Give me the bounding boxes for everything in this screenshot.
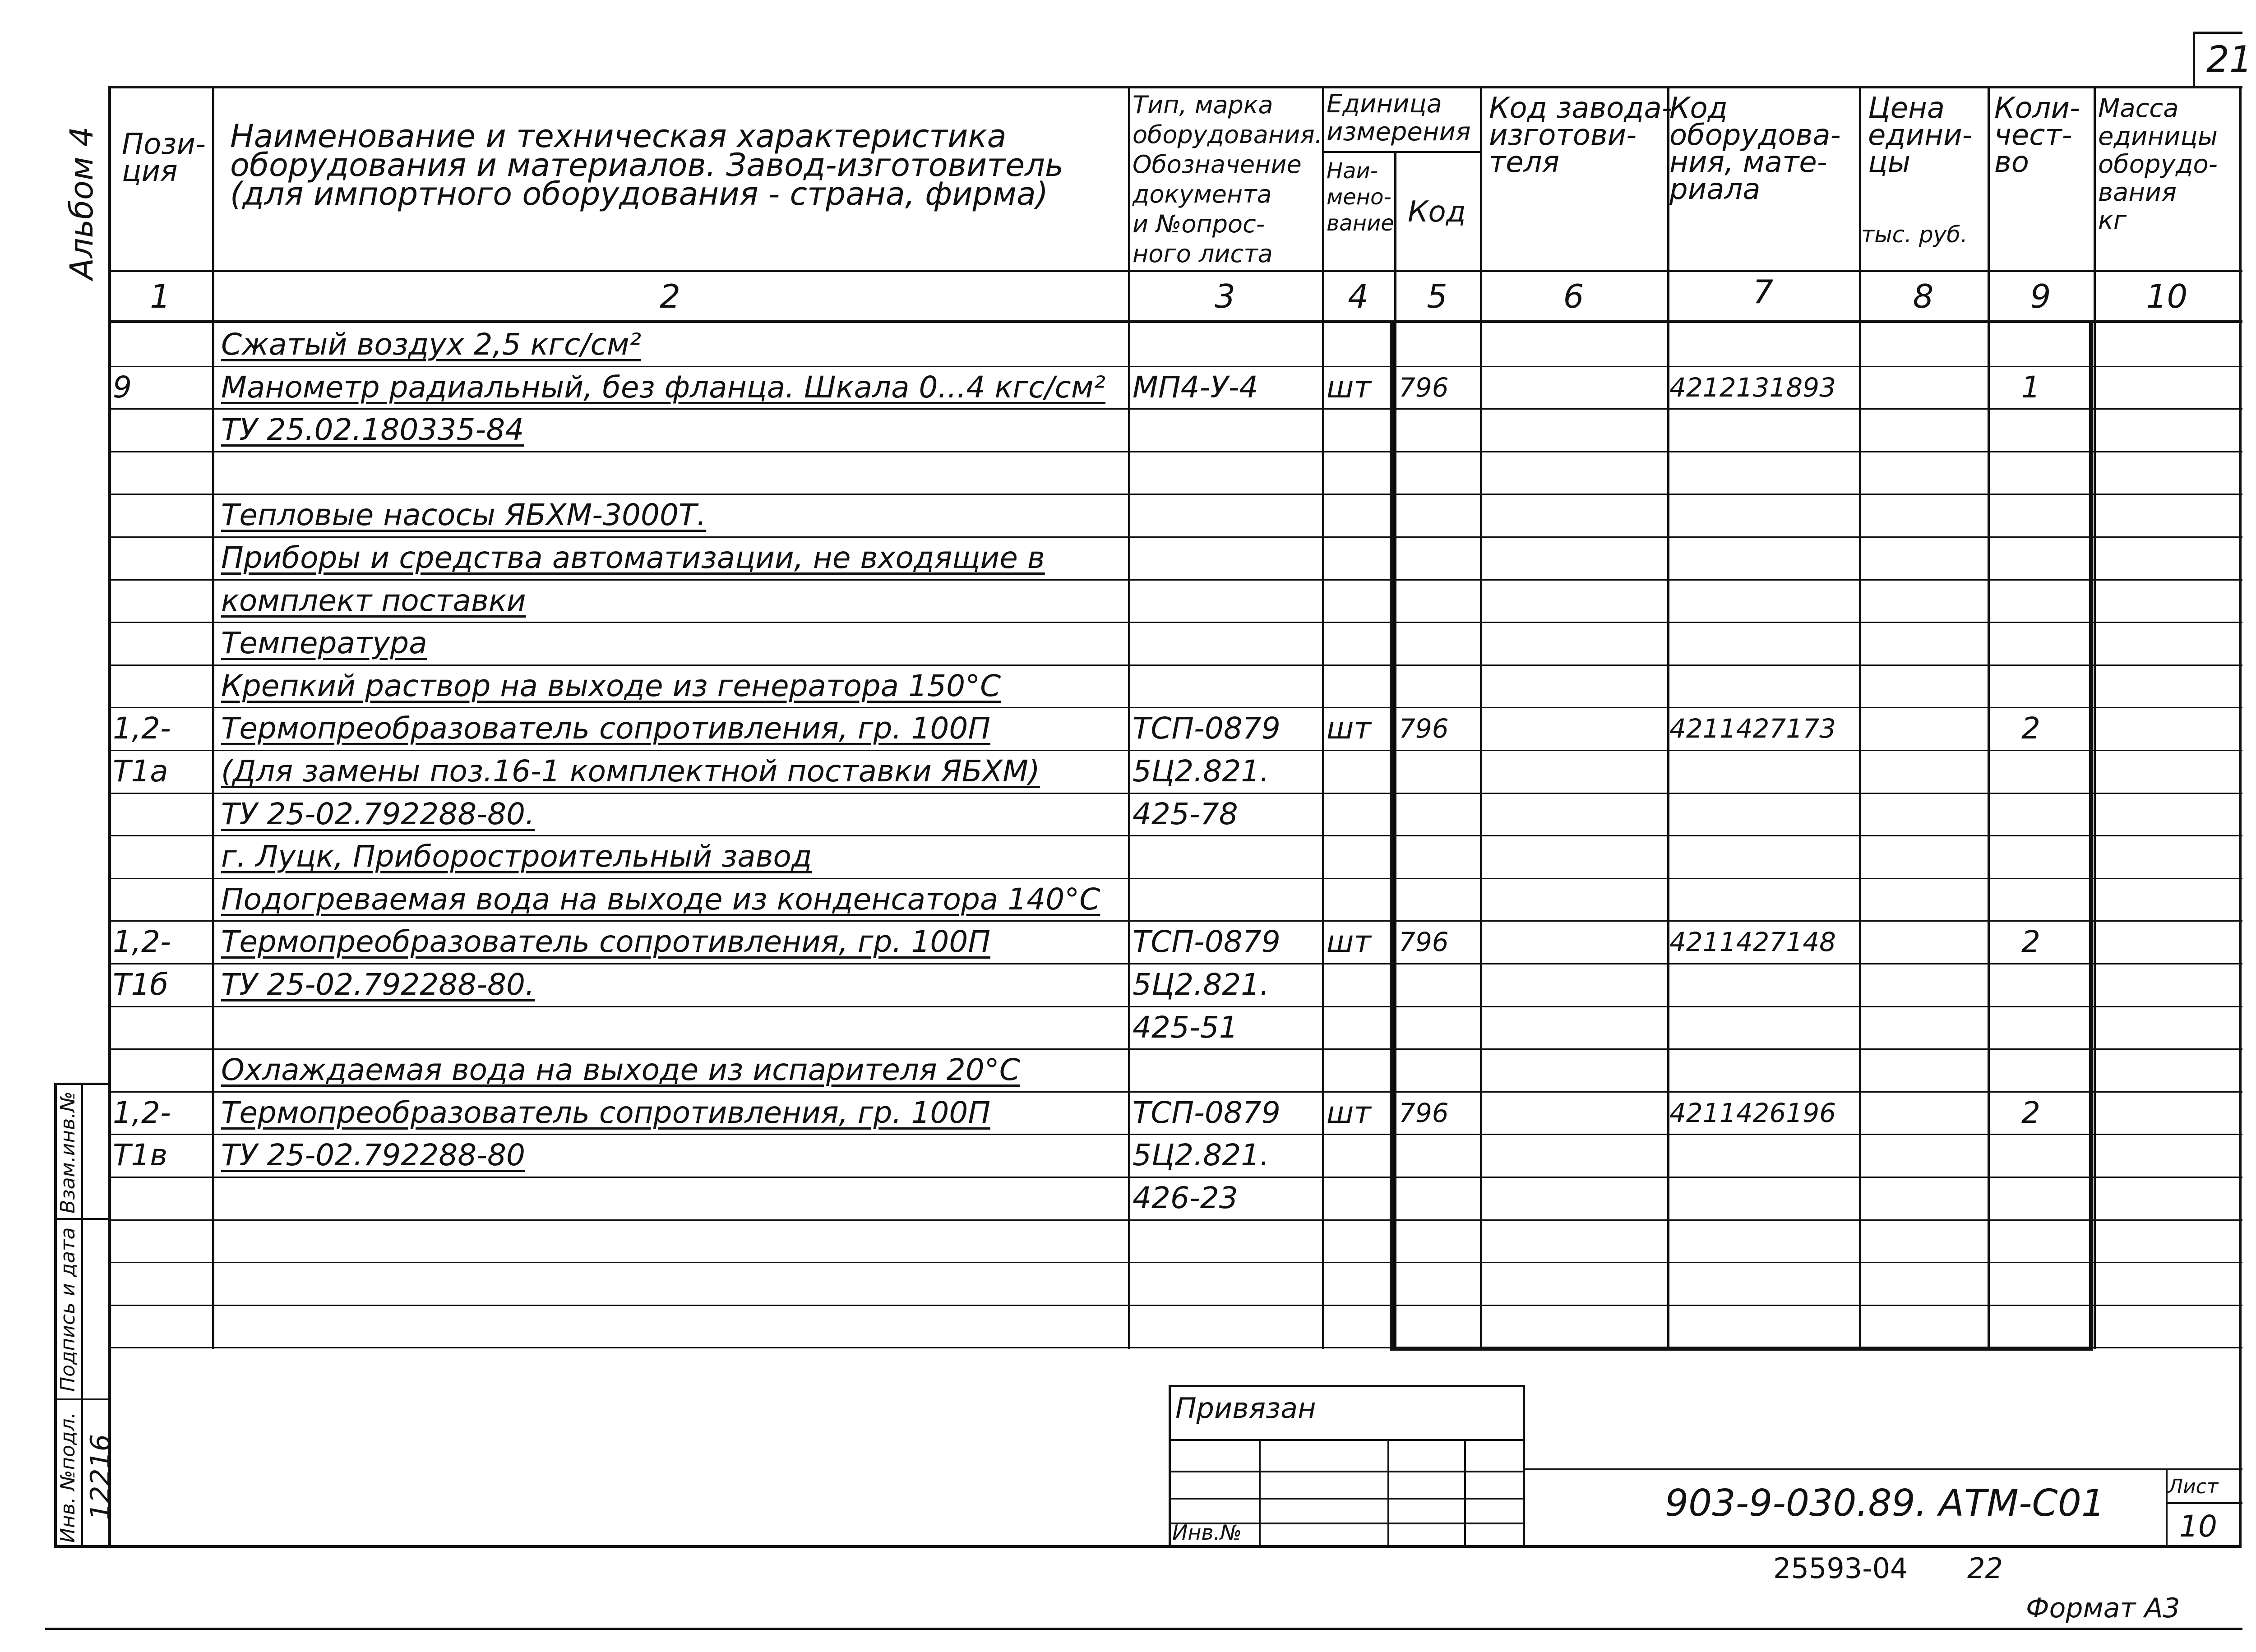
cell-unit-code: 796 bbox=[1399, 713, 1449, 744]
row-divider bbox=[108, 793, 2242, 794]
stamp-list-label: Лист bbox=[2168, 1475, 2219, 1498]
cell-position: Т1в bbox=[113, 1138, 168, 1172]
header-mass: Масса единицы оборудо- вания кг bbox=[2098, 94, 2218, 235]
cell-type: МП4-У-4 bbox=[1133, 370, 1258, 405]
cell-unit: шт bbox=[1327, 370, 1371, 405]
frame-top bbox=[108, 86, 2242, 88]
header-unit-name: Наи- мено- вание bbox=[1327, 158, 1394, 236]
format-label: Формат А3 bbox=[2026, 1592, 2180, 1624]
cell-unit: шт bbox=[1327, 924, 1371, 959]
cell-type: 426-23 bbox=[1133, 1181, 1238, 1215]
row-divider bbox=[108, 920, 2242, 922]
sheet-number: 21 bbox=[2206, 38, 2252, 80]
cell-position: 1,2- bbox=[113, 924, 171, 959]
header-unit-code: Код bbox=[1408, 195, 1466, 229]
cell-quantity: 2 bbox=[2021, 711, 2040, 746]
cell-name: Тепловые насосы ЯБХМ-3000Т. bbox=[221, 498, 707, 532]
row-divider bbox=[108, 408, 2242, 410]
col-number-6: 6 bbox=[1563, 277, 1584, 315]
col-number-7: 7 bbox=[1752, 273, 1774, 311]
cell-name: Подогреваемая вода на выходе из конденсатора 140°С bbox=[221, 882, 1100, 917]
archive-number: 25593-04 bbox=[1773, 1552, 1908, 1585]
cell-type: 425-78 bbox=[1133, 797, 1238, 831]
col-number-1: 1 bbox=[150, 277, 171, 315]
cell-name: (Для замены поз.16-1 комплектной поставки ЯБХМ) bbox=[221, 754, 1040, 789]
cell-unit-code: 796 bbox=[1399, 927, 1449, 957]
header-name: Наименование и техническая характеристика оборудования и материалов. Завод-изготовитель (для импортного оборудования - страна, фирма) bbox=[230, 118, 1064, 212]
row-divider bbox=[108, 1134, 2242, 1135]
cell-name: Охлаждаемая вода на выходе из испарителя 20°С bbox=[221, 1052, 1020, 1087]
cell-name: ТУ 25-02.792288-80. bbox=[221, 797, 535, 831]
header-position: Пози- ция bbox=[122, 128, 206, 188]
cell-position: 1,2- bbox=[113, 711, 171, 746]
side-podpis-label: Подпись и дата bbox=[56, 1227, 79, 1392]
cell-type: 5Ц2.821. bbox=[1133, 1138, 1270, 1172]
col-number-10: 10 bbox=[2146, 277, 2188, 315]
row-divider bbox=[108, 963, 2242, 964]
cell-name: Приборы и средства автоматизации, не входящие в bbox=[221, 540, 1045, 575]
row-divider bbox=[108, 750, 2242, 751]
cell-type: 425-51 bbox=[1133, 1010, 1238, 1045]
cell-quantity: 2 bbox=[2021, 924, 2040, 959]
row-divider bbox=[108, 1219, 2242, 1221]
header-price-unit: тыс. руб. bbox=[1861, 221, 1968, 248]
stamp-list-number: 10 bbox=[2179, 1509, 2217, 1544]
cell-name: ТУ 25-02.792288-80 bbox=[221, 1138, 526, 1172]
header-unit: Единица измерения bbox=[1327, 89, 1471, 147]
row-divider bbox=[108, 494, 2242, 495]
col-number-3: 3 bbox=[1215, 277, 1235, 315]
row-divider bbox=[108, 1091, 2242, 1093]
row-divider bbox=[108, 1347, 2242, 1348]
cell-name: Температура bbox=[221, 626, 427, 660]
row-divider bbox=[108, 1177, 2242, 1178]
cell-type: ТСП-0879 bbox=[1133, 1095, 1281, 1130]
cell-unit-code: 796 bbox=[1399, 1098, 1449, 1128]
cell-equipment-code: 4211427173 bbox=[1669, 713, 1836, 744]
cell-equipment-code: 4212131893 bbox=[1669, 372, 1836, 403]
cell-type: 5Ц2.821. bbox=[1133, 754, 1270, 789]
header-quantity: Коли- чест- во bbox=[1994, 92, 2080, 179]
row-divider bbox=[108, 366, 2242, 367]
document-code: 903-9-030.89. АТМ-С01 bbox=[1665, 1482, 2105, 1525]
col-number-8: 8 bbox=[1913, 277, 1934, 315]
cell-name: Термопреобразователь сопротивления, гр. 100П bbox=[221, 1095, 990, 1130]
row-divider bbox=[108, 1305, 2242, 1306]
cell-name: Крепкий раствор на выходе из генератора 150°С bbox=[221, 669, 1001, 703]
row-divider bbox=[108, 664, 2242, 666]
header-price: Цена едини- цы bbox=[1868, 92, 1973, 179]
cell-unit-code: 796 bbox=[1399, 372, 1449, 403]
cell-name: Термопреобразователь сопротивления, гр. 100П bbox=[221, 924, 990, 959]
header-equipment-code: Код оборудова- ния, мате- риала bbox=[1669, 92, 1841, 206]
row-divider bbox=[108, 1262, 2242, 1263]
cell-name: Термопреобразователь сопротивления, гр. 100П bbox=[221, 711, 990, 746]
stamp-inv-no: Инв.№ bbox=[1172, 1520, 1242, 1545]
cell-quantity: 1 bbox=[2021, 370, 2040, 405]
row-divider bbox=[108, 878, 2242, 879]
album-label: Альбом 4 bbox=[63, 126, 100, 280]
cell-unit: шт bbox=[1327, 711, 1371, 746]
row-divider bbox=[108, 1048, 2242, 1050]
cell-position: 9 bbox=[113, 370, 132, 405]
col-number-2: 2 bbox=[660, 277, 680, 315]
page-bottom-line bbox=[45, 1628, 2242, 1630]
row-divider bbox=[108, 707, 2242, 708]
row-divider bbox=[108, 451, 2242, 452]
cell-name: г. Луцк, Приборостроительный завод bbox=[221, 839, 812, 874]
cell-position: Т1б bbox=[113, 967, 169, 1002]
header-type: Тип, марка оборудования. Обозначение документа и №опрос- ного листа bbox=[1133, 91, 1322, 268]
cell-name: Манометр радиальный, без фланца. Шкала 0...4 кгс/см² bbox=[221, 370, 1106, 405]
cell-name: ТУ 25.02.180335-84 bbox=[221, 412, 524, 447]
header-factory-code: Код завода- изготови- теля bbox=[1489, 92, 1672, 179]
side-vzam-label: Взам.инв.№ bbox=[56, 1091, 79, 1214]
cell-type: 5Ц2.821. bbox=[1133, 967, 1270, 1002]
stamp-privyazan: Привязан bbox=[1175, 1392, 1316, 1425]
cell-equipment-code: 4211427148 bbox=[1669, 927, 1836, 957]
cell-quantity: 2 bbox=[2021, 1095, 2040, 1130]
cell-name: ТУ 25-02.792288-80. bbox=[221, 967, 535, 1002]
row-divider bbox=[108, 579, 2242, 581]
archive-page: 22 bbox=[1967, 1552, 2003, 1585]
row-divider bbox=[108, 835, 2242, 836]
cell-position: Т1а bbox=[113, 754, 168, 789]
row-divider bbox=[108, 1006, 2242, 1007]
col-number-4: 4 bbox=[1348, 277, 1368, 315]
side-inv-number: 12216 bbox=[85, 1434, 116, 1520]
row-divider bbox=[108, 536, 2242, 538]
cell-name: комплект поставки bbox=[221, 583, 526, 618]
col-number-9: 9 bbox=[2030, 277, 2051, 315]
cell-equipment-code: 4211426196 bbox=[1669, 1098, 1836, 1128]
side-inv-label: Инв. №подл. bbox=[56, 1412, 79, 1543]
cell-type: ТСП-0879 bbox=[1133, 924, 1281, 959]
row-divider bbox=[108, 622, 2242, 623]
cell-name: Сжатый воздух 2,5 кгс/см² bbox=[221, 327, 642, 362]
col-number-5: 5 bbox=[1427, 277, 1447, 315]
frame-bottom bbox=[54, 1545, 2242, 1548]
cell-type: ТСП-0879 bbox=[1133, 711, 1281, 746]
cell-position: 1,2- bbox=[113, 1095, 171, 1130]
cell-unit: шт bbox=[1327, 1095, 1371, 1130]
